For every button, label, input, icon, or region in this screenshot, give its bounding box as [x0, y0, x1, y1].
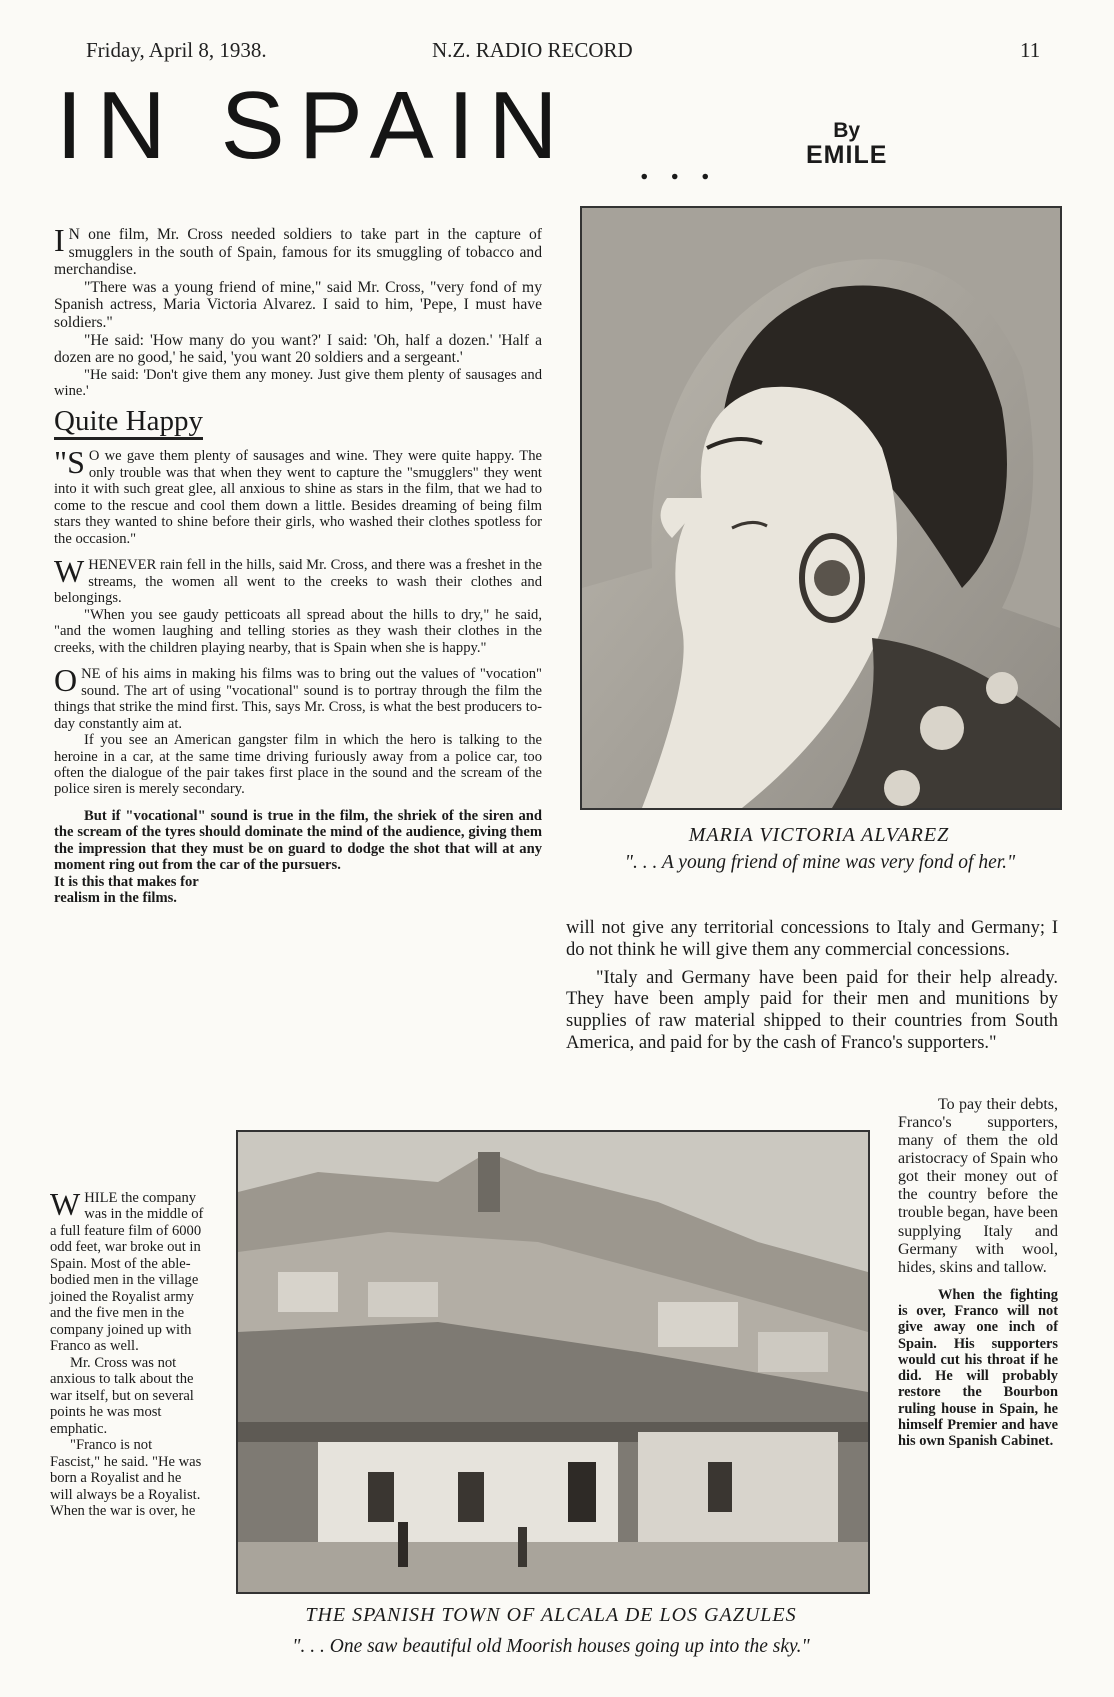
paragraph: N one film, Mr. Cross needed soldiers to take part in the capture of smugglers in the south of Spain, famous for its smuggling of tobacco and merchandise. — [54, 226, 542, 279]
paragraph: HENEVER rain fell in the hills, said Mr. Cross, and there was a freshet in the streams, the women all went to the creeks to wash their clothes and belongings. — [54, 557, 542, 607]
drop-cap: O — [54, 662, 78, 699]
byline — [806, 120, 887, 168]
page-title: IN SPAIN — [56, 72, 572, 179]
paragraph: will not give any territorial concessions to Italy and Germany; I do not think he will give them any commercial concessions. — [566, 918, 1058, 960]
page-number: 11 — [1020, 38, 1041, 62]
paragraph: "Italy and Germany have been paid for their help already. They have been amply paid for their men and munitions by supplies of raw material shipped to their countries from South America, and paid for by the cash of Franco's supporters." — [566, 967, 1058, 1054]
byline-author: EMILE — [806, 141, 888, 170]
title-ellipsis: ... — [640, 150, 732, 187]
drop-cap: "S — [54, 444, 85, 481]
drop-cap: W — [54, 553, 85, 590]
paragraph-bold: It is this that makes for realism in the films. — [54, 873, 199, 907]
article-left-column — [54, 222, 542, 907]
paragraph: "There was a young friend of mine," said Mr. Cross, "very fond of my Spanish actress, Maria Victoria Alvarez. I said to him, 'Pepe, I must have soldiers." — [54, 278, 542, 332]
drop-cap: I — [54, 222, 65, 258]
paragraph: Mr. Cross was not anxious to talk about the war itself, but on several points he was most emphatic. — [50, 1354, 194, 1437]
subheading: Quite Happy — [54, 406, 203, 440]
portrait-illustration — [582, 208, 1060, 808]
paragraph: NE of his aims in making his films was to bring out the values of "vocation" sound. The art of using "vocational" sound is to portray through the film the things that strike the mind first. This, says Mr. Cross, is what the best producers to-day constantly aim at. — [54, 666, 542, 732]
portrait-photo — [580, 206, 1062, 810]
paragraph: To pay their debts, Franco's supporters, many of them the old aristocracy of Spain who got their money out of the country before the trouble began, have been supplying Italy and Germany with wool, hides, skins and tallow. — [898, 1096, 1058, 1276]
paragraph: "He said: 'How many do you want?' I said: 'Oh, half a dozen.' 'Half a dozen are no good,' he said, 'you want 20 soldiers and a sergeant.' — [54, 331, 542, 367]
portrait-caption-quote: ". . . A young friend of mine was very fond of her." — [624, 852, 1016, 873]
byline-by: By — [833, 119, 861, 142]
paragraph: "Franco is not Fascist," he said. "He was born a Royalist and he will always be a Royalist. When the war is over, he — [50, 1437, 202, 1520]
portrait-caption-title: MARIA VICTORIA ALVAREZ — [688, 824, 950, 846]
issue-date: Friday, April 8, 1938. — [86, 38, 267, 62]
town-illustration — [238, 1132, 868, 1592]
paragraph: "He said: 'Don't give them any money. Just give them plenty of sausages and wine.' — [54, 366, 542, 400]
article-right-column — [566, 918, 1058, 1055]
article-right-narrow-column — [898, 1096, 1058, 1449]
town-caption-quote: ". . . One saw beautiful old Moorish houses going up into the sky." — [292, 1636, 810, 1657]
paragraph-bold: But if "vocational" sound is true in the film, the shriek of the siren and the scream of the tyres should dominate the mind of the audience, giving them the impression that they must be on guard to dodge the shot that will at any moment ring out from the car of the pursuers. — [54, 807, 542, 874]
paragraph: HILE the company was in the middle of a full feature film of 6000 odd feet, war broke out in Spain. Most of the able-bodied men in the village joined the Royalist army and the five men in the company joined up with Franco as well. — [50, 1190, 204, 1355]
paragraph: If you see an American gangster film in which the hero is talking to the heroine in a car, at the same time driving furiously away from a police car, too often the dialogue of the pair takes first place in the sound and the scream of the police siren is merely secondary. — [54, 732, 542, 798]
drop-cap: W — [50, 1186, 81, 1222]
paragraph: "When you see gaudy petticoats all spread about the hills to dry," he said, "and the women laughing and telling stories as they wash their clothes in the creeks, with the children playing nearby, that is Spain when she is happy." — [54, 606, 542, 656]
town-photo — [236, 1130, 870, 1594]
publication-name: N.Z. RADIO RECORD — [432, 38, 633, 62]
paragraph: O we gave them plenty of sausages and wine. They were quite happy. The only trouble was that when they went to capture the "smugglers" they went into it with such great glee, all anxious to shine as stars in the film, that we had to come to the rescue and cool them down a little. Besides dreaming of being film stars they wanted to shine before their girls, who washed their clothes spotless for the occasion." — [54, 448, 542, 547]
town-caption-title: THE SPANISH TOWN OF ALCALA DE LOS GAZULES — [305, 1604, 797, 1626]
paragraph-bold: When the fighting is over, Franco will not give away one inch of Spain. His supporters would cut his throat if he did. He will probably restore the Bourbon ruling house in Spain, he himself Premier and have his own Spanish Cabinet. — [898, 1286, 1058, 1450]
article-left-narrow-column — [50, 1186, 204, 1520]
